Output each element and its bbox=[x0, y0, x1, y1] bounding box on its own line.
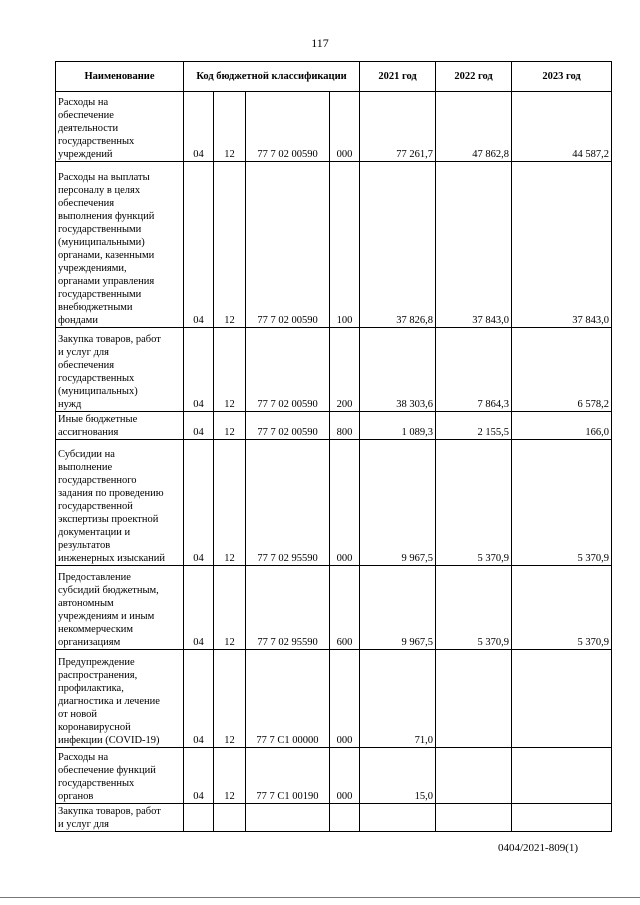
row-2022 bbox=[436, 650, 512, 748]
row-2021 bbox=[360, 804, 436, 832]
row-name: Закупка товаров, работ и услуг для bbox=[56, 804, 184, 832]
table-header-row bbox=[56, 62, 612, 92]
row-vr: 000 bbox=[330, 650, 360, 748]
page-number: 117 bbox=[311, 36, 329, 50]
row-name: Субсидии на выполнение государственного задания по проведению государственной экспертизы проектной документации и результатов инженерных изысканий bbox=[56, 440, 184, 566]
table-row bbox=[56, 162, 612, 328]
row-vr: 000 bbox=[330, 92, 360, 162]
row-csr: 77 7 02 00590 bbox=[246, 92, 330, 162]
row-csr: 77 7 02 00590 bbox=[246, 328, 330, 412]
row-pr: 12 bbox=[214, 162, 246, 328]
row-2021: 38 303,6 bbox=[360, 328, 436, 412]
table-row bbox=[56, 804, 612, 832]
row-2023: 37 843,0 bbox=[512, 162, 612, 328]
scan-edge-line bbox=[0, 897, 640, 898]
row-2023: 5 370,9 bbox=[512, 566, 612, 650]
row-csr: 77 7 C1 00190 bbox=[246, 748, 330, 804]
row-pr: 12 bbox=[214, 328, 246, 412]
table-row bbox=[56, 412, 612, 440]
row-2021: 71,0 bbox=[360, 650, 436, 748]
row-2023: 5 370,9 bbox=[512, 440, 612, 566]
row-name: Расходы на выплаты персоналу в целях обеспечения выполнения функций государственными (муниципальными) органами, казенными учреждениями, органами управления государственными внебюджетными фондами bbox=[56, 162, 184, 328]
table-row bbox=[56, 92, 612, 162]
row-2022: 2 155,5 bbox=[436, 412, 512, 440]
row-rz: 04 bbox=[184, 92, 214, 162]
row-pr bbox=[214, 804, 246, 832]
row-csr: 77 7 02 00590 bbox=[246, 412, 330, 440]
row-vr bbox=[330, 804, 360, 832]
row-name: Иные бюджетные ассигнования bbox=[56, 412, 184, 440]
row-2023 bbox=[512, 804, 612, 832]
table-row bbox=[56, 440, 612, 566]
row-2023: 6 578,2 bbox=[512, 328, 612, 412]
row-rz: 04 bbox=[184, 328, 214, 412]
table-row bbox=[56, 566, 612, 650]
row-2023: 166,0 bbox=[512, 412, 612, 440]
row-name: Закупка товаров, работ и услуг для обеспечения государственных (муниципальных) нужд bbox=[56, 328, 184, 412]
row-2022: 5 370,9 bbox=[436, 566, 512, 650]
row-pr: 12 bbox=[214, 412, 246, 440]
row-csr: 77 7 C1 00000 bbox=[246, 650, 330, 748]
row-vr: 600 bbox=[330, 566, 360, 650]
row-2023 bbox=[512, 748, 612, 804]
header-2023: 2023 год bbox=[512, 62, 612, 92]
row-name: Расходы на обеспечение деятельности государственных учреждений bbox=[56, 92, 184, 162]
row-pr: 12 bbox=[214, 92, 246, 162]
row-rz bbox=[184, 804, 214, 832]
budget-table bbox=[55, 61, 612, 832]
row-rz: 04 bbox=[184, 650, 214, 748]
row-2021: 9 967,5 bbox=[360, 566, 436, 650]
row-rz: 04 bbox=[184, 440, 214, 566]
row-2021: 9 967,5 bbox=[360, 440, 436, 566]
row-2021: 1 089,3 bbox=[360, 412, 436, 440]
row-2021: 77 261,7 bbox=[360, 92, 436, 162]
table-row bbox=[56, 328, 612, 412]
row-csr: 77 7 02 95590 bbox=[246, 566, 330, 650]
row-csr: 77 7 02 00590 bbox=[246, 162, 330, 328]
header-2022: 2022 год bbox=[436, 62, 512, 92]
row-rz: 04 bbox=[184, 566, 214, 650]
header-code: Код бюджетной классификации bbox=[184, 62, 360, 92]
row-csr: 77 7 02 95590 bbox=[246, 440, 330, 566]
row-2022: 5 370,9 bbox=[436, 440, 512, 566]
row-vr: 800 bbox=[330, 412, 360, 440]
row-pr: 12 bbox=[214, 566, 246, 650]
row-vr: 200 bbox=[330, 328, 360, 412]
table-row bbox=[56, 650, 612, 748]
row-rz: 04 bbox=[184, 748, 214, 804]
row-name: Расходы на обеспечение функций государственных органов bbox=[56, 748, 184, 804]
row-2023: 44 587,2 bbox=[512, 92, 612, 162]
row-pr: 12 bbox=[214, 748, 246, 804]
header-name: Наименование bbox=[56, 62, 184, 92]
row-2022 bbox=[436, 804, 512, 832]
row-vr: 000 bbox=[330, 748, 360, 804]
document-code: 0404/2021-809(1) bbox=[498, 842, 579, 854]
table-body bbox=[56, 92, 612, 832]
row-rz: 04 bbox=[184, 412, 214, 440]
row-2023 bbox=[512, 650, 612, 748]
row-2022 bbox=[436, 748, 512, 804]
row-vr: 100 bbox=[330, 162, 360, 328]
row-name: Предупреждение распространения, профилактика, диагностика и лечение от новой коронавирусной инфекции (COVID-19) bbox=[56, 650, 184, 748]
row-2022: 7 864,3 bbox=[436, 328, 512, 412]
row-2021: 15,0 bbox=[360, 748, 436, 804]
row-pr: 12 bbox=[214, 440, 246, 566]
row-rz: 04 bbox=[184, 162, 214, 328]
row-vr: 000 bbox=[330, 440, 360, 566]
row-2021: 37 826,8 bbox=[360, 162, 436, 328]
row-pr: 12 bbox=[214, 650, 246, 748]
row-2022: 47 862,8 bbox=[436, 92, 512, 162]
header-2021: 2021 год bbox=[360, 62, 436, 92]
table-row bbox=[56, 748, 612, 804]
row-csr bbox=[246, 804, 330, 832]
row-2022: 37 843,0 bbox=[436, 162, 512, 328]
row-name: Предоставление субсидий бюджетным, автономным учреждениям и иным некоммерческим организациям bbox=[56, 566, 184, 650]
